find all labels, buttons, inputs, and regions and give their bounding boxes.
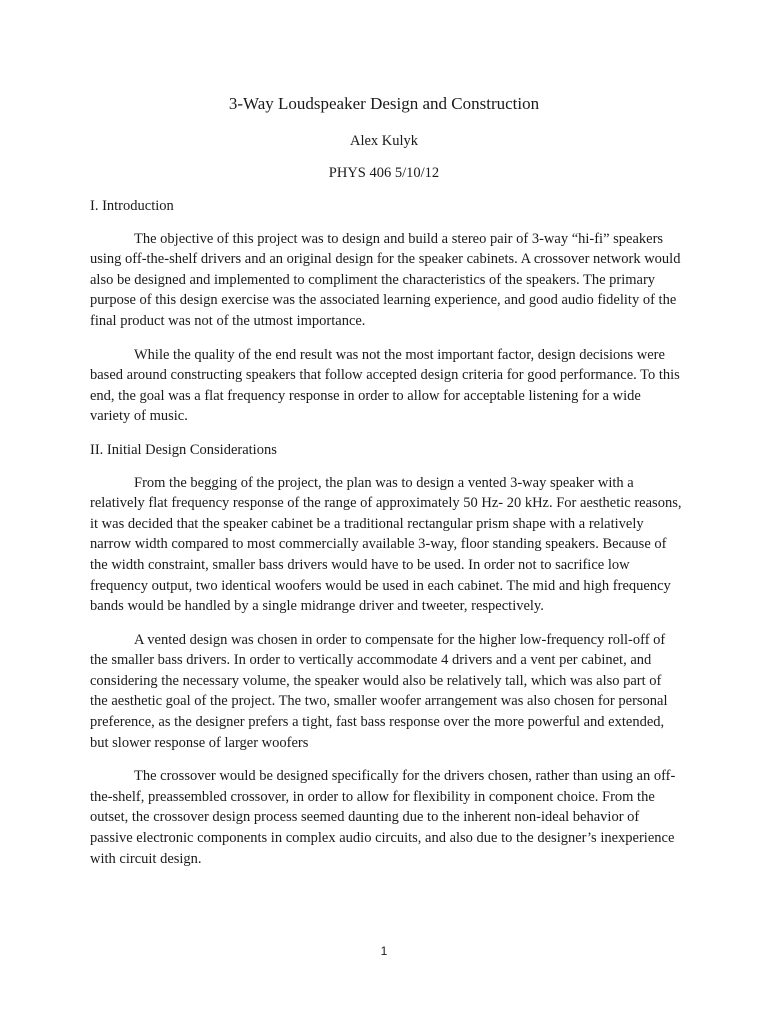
course-and-date: PHYS 406 5/10/12	[328, 165, 440, 181]
paragraph: The objective of this project was to design and build a stereo pair of 3-way “hi-fi” speakers using off-the-shelf drivers and an original design for the speaker cabinets. A crossover network would also be designed and implemented to compliment the characteristics of the speakers. The primary purpose of this design exercise was the associated learning experience, and good audio fidelity of the final product was not of the utmost importance.	[90, 230, 681, 329]
section-heading-introduction: I. Introduction	[90, 198, 174, 214]
section-heading-initial-design: II. Initial Design Considerations	[90, 441, 277, 458]
document-title: 3-Way Loudspeaker Design and Construction	[228, 94, 540, 113]
paragraph: While the quality of the end result was not the most important factor, design decisions were based around constructing speakers that follow accepted design criteria for good performance. To this end, the goal was a flat frequency response in order to allow for acceptable listening for a wide variety of music.	[90, 346, 680, 425]
paragraph: A vented design was chosen in order to compensate for the higher low-frequency roll-off of the smaller bass drivers. In order to vertically accommodate 4 drivers and a vent per cabinet, and considering the necessary volume, the speaker would also be relatively tall, which was also part of the aesthetic goal of the project. The two, smaller woofer arrangement was also chosen for personal preference, as the designer prefers a tight, fast bass response over the more powerful and extended, but slower response of larger woofers	[90, 631, 668, 751]
document-body	[90, 196, 682, 882]
paragraph: From the begging of the project, the plan was to design a vented 3-way speaker with a relatively flat frequency response of the range of approximately 50 Hz- 20 kHz. For aesthetic reasons, it was decided that the speaker cabinet be a traditional rectangular prism shape with a relatively narrow width compared to most commercially available 3-way, floor standing speakers. Because of the width constraint, smaller bass drivers would have to be used. In order not to sacrifice low frequency output, two identical woofers would be used in each cabinet. The mid and high frequency bands would be handled by a single midrange driver and tweeter, respectively.	[90, 474, 682, 615]
author-name: Alex Kulyk	[349, 133, 419, 149]
paragraph: The crossover would be designed specifically for the drivers chosen, rather than using an off-the-shelf, preassembled crossover, in order to allow for flexibility in component choice. From the outset, the crossover design process seemed daunting due to the inherent non-ideal behavior of passive electronic components in complex audio circuits, and also due to the designer’s inexperience with circuit design.	[90, 768, 676, 867]
page-number: 1	[380, 944, 388, 958]
